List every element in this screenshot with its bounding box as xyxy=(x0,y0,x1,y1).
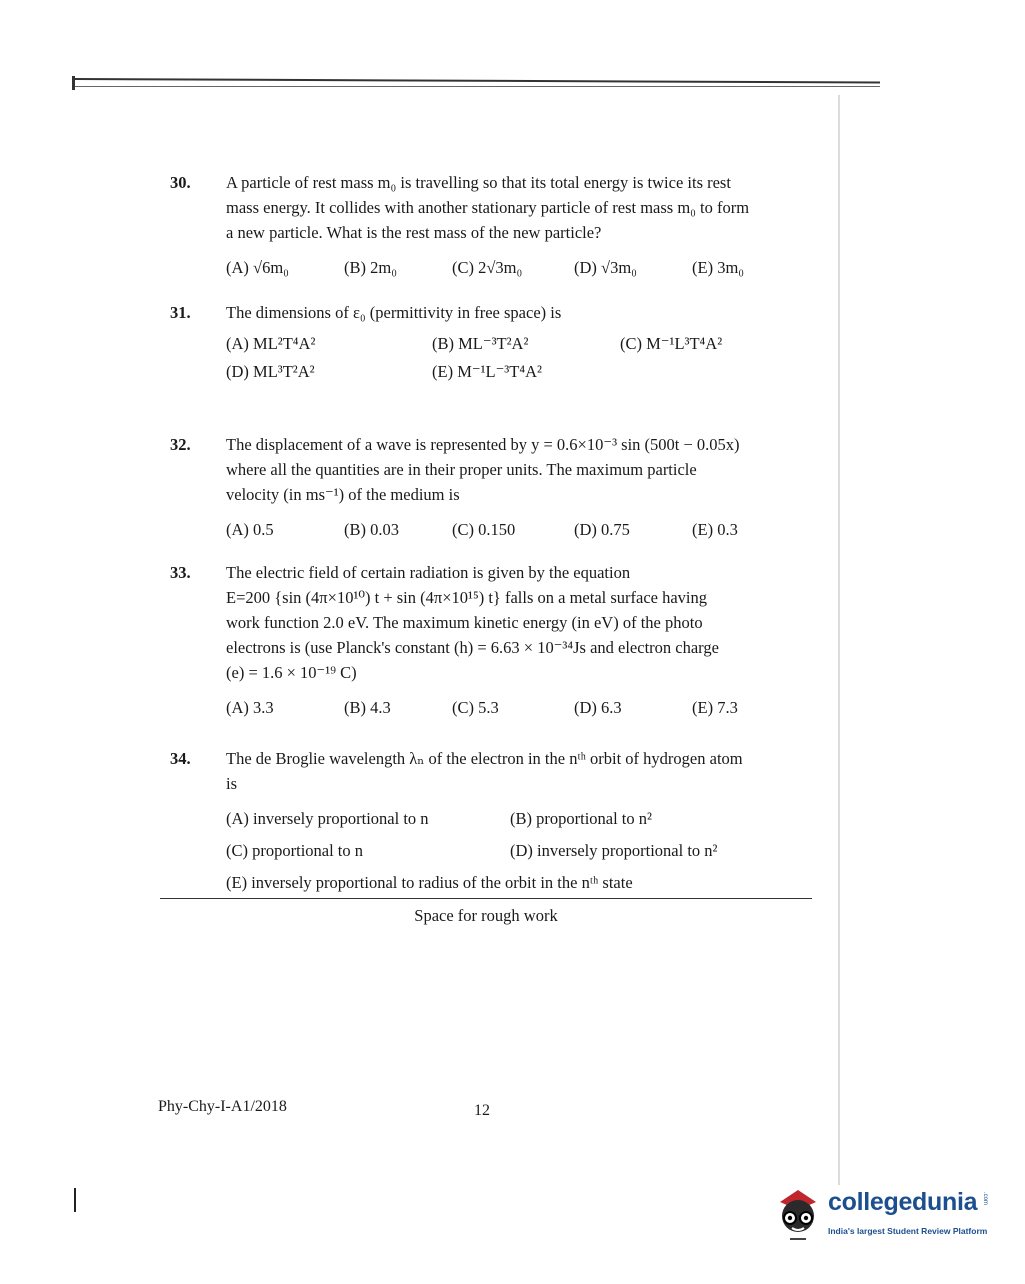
question-line: a new particle. What is the rest mass of the new particle? xyxy=(226,223,602,242)
option-a: (A) 3.3 xyxy=(226,698,274,717)
question-31 xyxy=(170,300,830,387)
option-e: (E) 0.3 xyxy=(692,520,738,539)
top-rule-secondary xyxy=(75,86,880,87)
option-b: (B) ML⁻³T²A² xyxy=(432,334,529,353)
options xyxy=(226,517,830,543)
question-text xyxy=(226,432,830,507)
question-number: 30. xyxy=(170,173,191,192)
mascot-icon xyxy=(770,1180,826,1244)
margin-mark xyxy=(74,1188,76,1212)
question-line: A particle of rest mass m₀ is travelling so that its total energy is twice its rest xyxy=(226,173,731,192)
option-a: (A) ML²T⁴A² xyxy=(226,334,316,353)
options xyxy=(226,331,830,387)
option-b: (B) proportional to n² xyxy=(510,809,652,828)
option-a: (A) 0.5 xyxy=(226,520,274,539)
option-e: (E) M⁻¹L⁻³T⁴A² xyxy=(432,362,542,381)
question-line: where all the quantities are in their proper units. The maximum particle xyxy=(226,460,697,479)
collegedunia-logo xyxy=(770,1180,995,1250)
question-text xyxy=(226,170,830,245)
question-line: electrons is (use Planck's constant (h) = 6.63 × 10⁻³⁴Js and electron charge xyxy=(226,638,719,657)
question-line: The displacement of a wave is represented by y = 0.6×10⁻³ sin (500t − 0.05x) xyxy=(226,435,740,454)
question-32 xyxy=(170,432,830,543)
question-line: work function 2.0 eV. The maximum kinetic energy (in eV) of the photo xyxy=(226,613,703,632)
question-line: is xyxy=(226,774,238,793)
question-34 xyxy=(170,746,830,898)
option-d: (D) 6.3 xyxy=(574,698,622,717)
option-d: (D) inversely proportional to n² xyxy=(510,841,718,860)
question-33 xyxy=(170,560,830,721)
question-line: The de Broglie wavelength λₙ of the electron in the nᵗʰ orbit of hydrogen atom xyxy=(226,749,743,768)
rough-work-divider xyxy=(160,898,812,899)
question-line: mass energy. It collides with another stationary particle of rest mass m₀ to form xyxy=(226,198,750,217)
option-b: (B) 0.03 xyxy=(344,520,399,539)
options xyxy=(226,695,830,721)
option-d: (D) ML³T²A² xyxy=(226,362,315,381)
options xyxy=(226,255,830,281)
question-text xyxy=(226,300,830,325)
logo-domain-suffix: .com xyxy=(982,1192,988,1206)
option-b: (B) 2m₀ xyxy=(344,258,397,277)
question-30 xyxy=(170,170,830,281)
question-number: 31. xyxy=(170,303,191,322)
option-d: (D) 0.75 xyxy=(574,520,630,539)
question-line: velocity (in ms⁻¹) of the medium is xyxy=(226,485,460,504)
option-c: (C) M⁻¹L³T⁴A² xyxy=(620,334,723,353)
option-c: (C) 5.3 xyxy=(452,698,499,717)
option-a: (A) inversely proportional to n xyxy=(226,809,429,828)
question-line: The electric field of certain radiation is given by the equation xyxy=(226,563,631,582)
page-number: 12 xyxy=(474,1102,490,1119)
question-number: 33. xyxy=(170,563,191,582)
logo-tagline: India's largest Student Review Platform xyxy=(828,1226,988,1236)
option-c: (C) proportional to n xyxy=(226,841,364,860)
option-c: (C) 2√3m₀ xyxy=(452,258,523,277)
paper-code: Phy-Chy-I-A1/2018 xyxy=(158,1098,287,1115)
question-number: 34. xyxy=(170,749,191,768)
option-d: (D) √3m₀ xyxy=(574,258,637,277)
question-number: 32. xyxy=(170,435,191,454)
options xyxy=(226,806,830,898)
top-rule xyxy=(75,78,880,84)
paper-edge-shadow xyxy=(838,95,840,1185)
question-text xyxy=(226,746,830,796)
logo-wordmark: collegedunia xyxy=(828,1188,978,1216)
question-text xyxy=(226,560,830,685)
question-line: The dimensions of ε₀ (permittivity in free space) is xyxy=(226,303,562,322)
option-a: (A) √6m₀ xyxy=(226,258,289,277)
question-line: E=200 {sin (4π×10¹⁰) t + sin (4π×10¹⁵) t} falls on a metal surface having xyxy=(226,588,708,607)
option-b: (B) 4.3 xyxy=(344,698,391,717)
option-e: (E) inversely proportional to radius of the orbit in the nᵗʰ state xyxy=(226,873,633,892)
option-e: (E) 7.3 xyxy=(692,698,738,717)
question-line: (e) = 1.6 × 10⁻¹⁹ C) xyxy=(226,663,357,682)
rough-work-label: Space for rough work xyxy=(414,906,558,925)
option-e: (E) 3m₀ xyxy=(692,258,745,277)
option-c: (C) 0.150 xyxy=(452,520,516,539)
